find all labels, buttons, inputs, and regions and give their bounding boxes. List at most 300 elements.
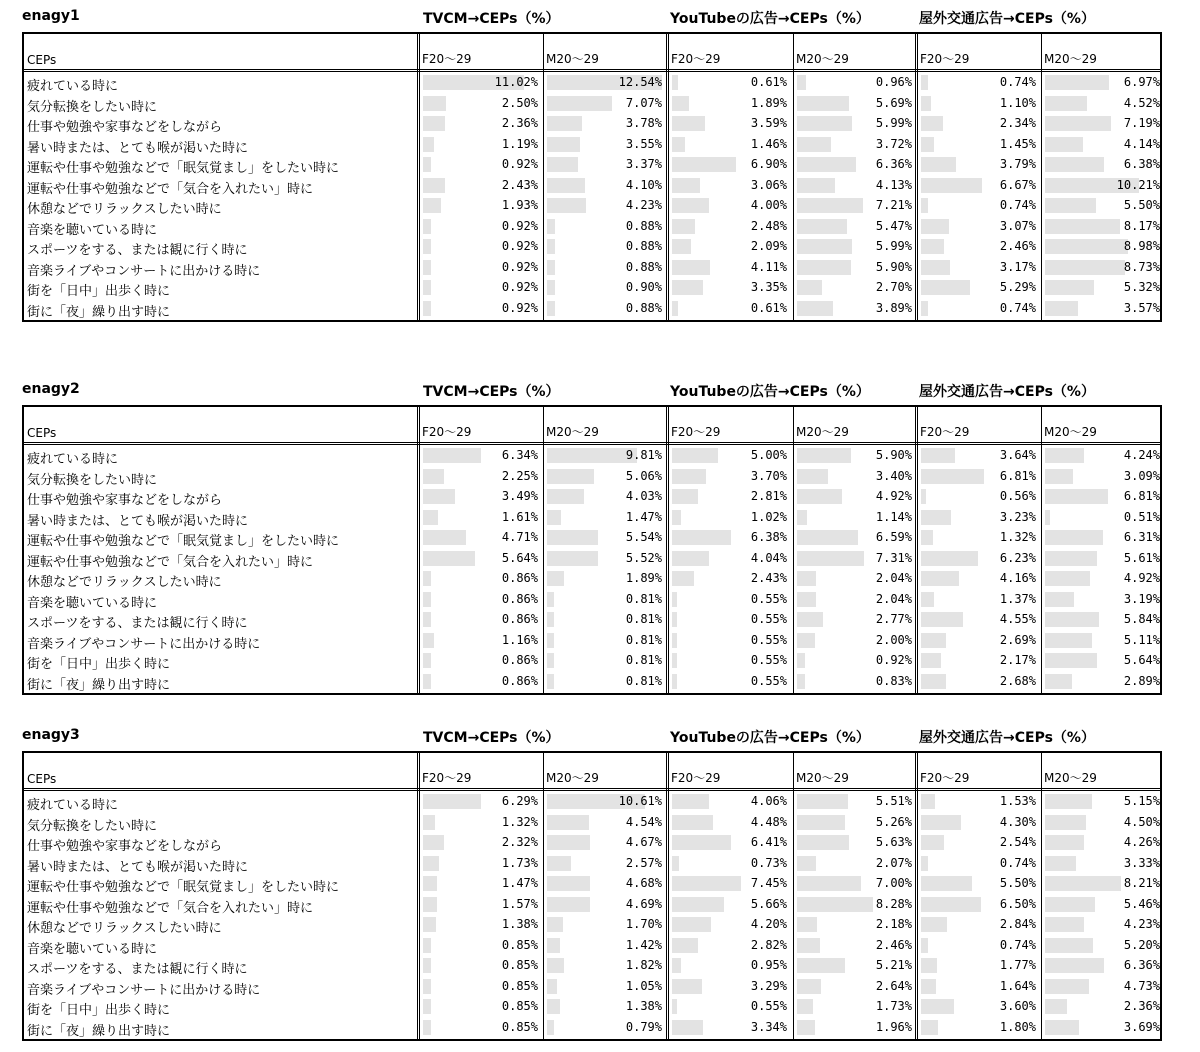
table-header <box>24 34 1160 72</box>
row-label: 疲れている時に <box>27 798 119 813</box>
cell-value: 2.04% <box>875 571 912 585</box>
table-block-enagy1 <box>22 8 1164 320</box>
cell-value: 2.68% <box>999 673 1036 688</box>
cell-value: 0.85% <box>501 937 538 952</box>
table-row <box>24 216 1160 237</box>
table-name: enagy2 <box>22 381 80 397</box>
column-divider <box>915 753 918 1039</box>
cell-value: 0.51% <box>1123 509 1160 524</box>
cell-value: 0.85% <box>501 1019 538 1034</box>
table-row <box>24 466 1160 487</box>
row-label: 疲れている時に <box>27 452 119 467</box>
column-header: F20～29 <box>671 771 721 785</box>
cell-value: 3.78% <box>625 116 662 130</box>
cell-value: 5.99% <box>875 239 912 253</box>
row-label: 暑い時または、とても喉が渇いた時に <box>27 140 249 156</box>
cell-value: 0.92% <box>875 653 912 667</box>
table-title-row <box>22 727 1164 749</box>
cell-value: 4.11% <box>750 259 787 274</box>
cell-value: 4.71% <box>501 530 538 544</box>
group-title: YouTubeの広告→CEPs（%） <box>670 11 870 27</box>
cell-value: 6.36% <box>1123 958 1160 972</box>
cell-value: 1.89% <box>750 95 787 110</box>
cell-value: 6.97% <box>1123 75 1160 89</box>
cell-value: 2.00% <box>875 632 912 647</box>
cell-value: 4.48% <box>750 814 787 829</box>
cell-value: 8.21% <box>1123 876 1160 890</box>
cell-value: 2.18% <box>875 917 912 931</box>
row-label: 音楽を聴いている時に <box>27 222 158 238</box>
cell-value: 5.21% <box>875 958 912 972</box>
row-label: 運転や仕事や勉強などで「気合を入れたい」時に <box>27 554 314 570</box>
table-row <box>24 650 1160 671</box>
cell-value: 1.05% <box>625 978 662 993</box>
cell-value: 2.84% <box>999 917 1036 931</box>
cell-value: 0.55% <box>750 591 787 606</box>
cell-value: 1.47% <box>625 509 662 524</box>
cell-value: 4.68% <box>625 876 662 890</box>
cell-value: 0.85% <box>501 958 538 972</box>
cell-value: 6.38% <box>1123 157 1160 171</box>
data-table <box>22 405 1162 695</box>
row-label: 気分転換をしたい時に <box>27 472 158 488</box>
cell-value: 6.41% <box>750 835 787 849</box>
cell-value: 3.60% <box>999 999 1036 1013</box>
cell-value: 0.74% <box>999 300 1036 315</box>
cell-value: 1.02% <box>750 509 787 524</box>
cell-value: 10.61% <box>618 794 662 808</box>
column-header: F20～29 <box>920 52 970 66</box>
column-header: F20～29 <box>920 425 970 439</box>
cell-value: 3.40% <box>875 468 912 483</box>
cell-value: 2.77% <box>875 612 912 626</box>
cell-value: 6.36% <box>875 157 912 171</box>
table-header <box>24 753 1160 791</box>
column-divider <box>793 407 794 693</box>
data-table <box>22 32 1162 322</box>
row-label: 気分転換をしたい時に <box>27 818 158 834</box>
cell-value: 2.70% <box>875 280 912 294</box>
cell-value: 1.19% <box>501 136 538 151</box>
table-row <box>24 277 1160 298</box>
cell-value: 0.85% <box>501 978 538 993</box>
table-row <box>24 548 1160 569</box>
cell-value: 3.70% <box>750 468 787 483</box>
table-block-enagy3 <box>22 727 1164 1039</box>
cell-value: 10.21% <box>1116 177 1160 192</box>
column-divider <box>1041 34 1042 320</box>
table-row <box>24 589 1160 610</box>
cell-value: 0.92% <box>501 157 538 171</box>
cell-value: 0.55% <box>750 673 787 688</box>
column-header: F20～29 <box>671 425 721 439</box>
cell-value: 4.23% <box>625 198 662 212</box>
cell-value: 5.99% <box>875 116 912 130</box>
row-label: 音楽を聴いている時に <box>27 941 158 957</box>
cell-value: 1.89% <box>625 571 662 585</box>
cell-value: 6.59% <box>875 530 912 544</box>
cell-value: 4.10% <box>625 177 662 192</box>
cell-value: 3.23% <box>999 509 1036 524</box>
row-label: スポーツをする、または観に行く時に <box>27 616 248 631</box>
cell-value: 6.31% <box>1123 530 1160 544</box>
cell-value: 4.50% <box>1123 814 1160 829</box>
cell-value: 6.90% <box>750 157 787 171</box>
cell-value: 2.89% <box>1123 673 1160 688</box>
cell-value: 0.88% <box>625 218 662 233</box>
table-row <box>24 873 1160 894</box>
column-header: F20～29 <box>422 771 472 785</box>
group-title: TVCM→CEPs（%） <box>423 11 560 27</box>
cell-value: 5.52% <box>625 550 662 565</box>
row-label: 休憩などでリラックスしたい時に <box>27 921 222 936</box>
cell-value: 11.02% <box>494 75 538 89</box>
cell-value: 0.81% <box>625 632 662 647</box>
cell-value: 0.86% <box>501 571 538 585</box>
cell-value: 0.86% <box>501 612 538 626</box>
cell-value: 0.90% <box>625 280 662 294</box>
cell-value: 7.19% <box>1123 116 1160 130</box>
table-row <box>24 486 1160 507</box>
cell-value: 1.93% <box>501 198 538 212</box>
cell-value: 0.86% <box>501 591 538 606</box>
row-label: 運転や仕事や勉強などで「眠気覚まし」をしたい時に <box>27 161 340 176</box>
cell-value: 4.16% <box>999 571 1036 585</box>
cell-value: 4.55% <box>999 612 1036 626</box>
table-name: enagy3 <box>22 727 80 743</box>
table-row <box>24 832 1160 853</box>
cell-value: 5.47% <box>875 218 912 233</box>
cell-value: 8.73% <box>1123 259 1160 274</box>
table-row <box>24 257 1160 278</box>
table-row <box>24 72 1160 93</box>
table-row <box>24 609 1160 630</box>
group-title: 屋外交通広告→CEPs（%） <box>919 11 1095 27</box>
row-label: 休憩などでリラックスしたい時に <box>27 202 222 217</box>
column-divider <box>793 34 794 320</box>
cell-value: 0.74% <box>999 198 1036 212</box>
cell-value: 0.85% <box>501 999 538 1013</box>
cell-value: 3.07% <box>999 218 1036 233</box>
cell-value: 5.66% <box>750 896 787 911</box>
table-row <box>24 527 1160 548</box>
table-row <box>24 671 1160 692</box>
table-title-row <box>22 381 1164 403</box>
cell-value: 3.89% <box>875 300 912 315</box>
cell-value: 2.04% <box>875 591 912 606</box>
cell-value: 4.13% <box>875 177 912 192</box>
cell-value: 5.84% <box>1123 612 1160 626</box>
cell-value: 3.06% <box>750 177 787 192</box>
cell-value: 6.38% <box>750 530 787 544</box>
cell-value: 12.54% <box>618 75 662 89</box>
row-label: 運転や仕事や勉強などで「眠気覚まし」をしたい時に <box>27 534 340 549</box>
cell-value: 1.46% <box>750 136 787 151</box>
cell-value: 0.96% <box>875 75 912 89</box>
cell-value: 2.07% <box>875 855 912 870</box>
row-label: 街を「日中」出歩く時に <box>27 1003 171 1018</box>
cell-value: 5.11% <box>1123 632 1160 647</box>
cell-value: 8.17% <box>1123 218 1160 233</box>
column-divider <box>417 753 420 1039</box>
table-row <box>24 445 1160 466</box>
cell-value: 3.09% <box>1123 468 1160 483</box>
cell-value: 4.24% <box>1123 448 1160 462</box>
cell-value: 7.07% <box>625 95 662 110</box>
group-title: TVCM→CEPs（%） <box>423 384 560 400</box>
cell-value: 6.81% <box>1123 489 1160 503</box>
cell-value: 0.73% <box>750 855 787 870</box>
row-label: スポーツをする、または観に行く時に <box>27 243 248 258</box>
row-label: 暑い時または、とても喉が渇いた時に <box>27 513 249 529</box>
cell-value: 1.10% <box>999 95 1036 110</box>
cell-value: 0.55% <box>750 999 787 1013</box>
table-row <box>24 568 1160 589</box>
column-header: M20～29 <box>796 52 849 66</box>
row-label: 街に「夜」繰り出す時に <box>27 677 171 693</box>
cell-value: 2.64% <box>875 978 912 993</box>
column-header: F20～29 <box>920 771 970 785</box>
cell-value: 1.14% <box>875 509 912 524</box>
table-row <box>24 976 1160 997</box>
cell-value: 0.88% <box>625 259 662 274</box>
cell-value: 7.45% <box>750 876 787 890</box>
cell-value: 1.32% <box>501 814 538 829</box>
column-header: M20～29 <box>546 771 599 785</box>
cell-value: 1.16% <box>501 632 538 647</box>
cell-value: 1.82% <box>625 958 662 972</box>
row-label: 仕事や勉強や家事などをしながら <box>27 493 223 508</box>
cell-value: 4.30% <box>999 814 1036 829</box>
group-title: 屋外交通広告→CEPs（%） <box>919 384 1095 400</box>
cell-value: 4.23% <box>1123 917 1160 931</box>
column-divider <box>666 34 669 320</box>
cell-value: 1.73% <box>875 999 912 1013</box>
cell-value: 3.33% <box>1123 855 1160 870</box>
row-label: 運転や仕事や勉強などで「気合を入れたい」時に <box>27 181 314 197</box>
table-body <box>24 445 1160 693</box>
cell-value: 4.20% <box>750 917 787 931</box>
column-divider <box>417 407 420 693</box>
table-header <box>24 407 1160 445</box>
cell-value: 5.06% <box>625 468 662 483</box>
cell-value: 4.92% <box>1123 571 1160 585</box>
cell-value: 7.21% <box>875 198 912 212</box>
cell-value: 4.67% <box>625 835 662 849</box>
cell-value: 0.83% <box>875 673 912 688</box>
cell-value: 3.64% <box>999 448 1036 462</box>
cell-value: 5.51% <box>875 794 912 808</box>
cell-value: 5.29% <box>999 280 1036 294</box>
cell-value: 5.26% <box>875 814 912 829</box>
cell-value: 3.29% <box>750 978 787 993</box>
cell-value: 0.74% <box>999 855 1036 870</box>
row-label: 街に「夜」繰り出す時に <box>27 1023 171 1039</box>
column-header: M20～29 <box>796 771 849 785</box>
cell-value: 0.79% <box>625 1019 662 1034</box>
cell-value: 2.48% <box>750 218 787 233</box>
cell-value: 3.55% <box>625 136 662 151</box>
cell-value: 4.52% <box>1123 95 1160 110</box>
cell-value: 3.79% <box>999 157 1036 171</box>
table-row <box>24 894 1160 915</box>
cell-value: 0.61% <box>750 300 787 315</box>
column-header: F20～29 <box>422 425 472 439</box>
cell-value: 0.92% <box>501 218 538 233</box>
table-row <box>24 154 1160 175</box>
row-label: 街に「夜」繰り出す時に <box>27 304 171 320</box>
table-row <box>24 175 1160 196</box>
table-row <box>24 812 1160 833</box>
cell-value: 5.50% <box>1123 198 1160 212</box>
row-label: 音楽ライブやコンサートに出かける時に <box>27 636 261 652</box>
cell-value: 0.92% <box>501 300 538 315</box>
cell-value: 0.92% <box>501 239 538 253</box>
cell-value: 4.06% <box>750 794 787 808</box>
cell-value: 2.34% <box>999 116 1036 130</box>
cell-value: 8.28% <box>875 896 912 911</box>
table-row <box>24 630 1160 651</box>
row-label: 音楽を聴いている時に <box>27 595 158 611</box>
table-row <box>24 791 1160 812</box>
cell-value: 6.34% <box>501 448 538 462</box>
cell-value: 3.35% <box>750 280 787 294</box>
cell-value: 2.32% <box>501 835 538 849</box>
table-row <box>24 935 1160 956</box>
cell-value: 1.38% <box>625 999 662 1013</box>
cell-value: 2.17% <box>999 653 1036 667</box>
column-divider <box>666 753 669 1039</box>
cell-value: 1.96% <box>875 1019 912 1034</box>
cell-value: 0.74% <box>999 75 1036 89</box>
row-label: 運転や仕事や勉強などで「眠気覚まし」をしたい時に <box>27 880 340 895</box>
column-header: M20～29 <box>1044 52 1097 66</box>
cell-value: 7.31% <box>875 550 912 565</box>
table-body <box>24 72 1160 320</box>
cell-value: 1.32% <box>999 530 1036 544</box>
cell-value: 4.92% <box>875 489 912 503</box>
cell-value: 6.67% <box>999 177 1036 192</box>
cell-value: 1.57% <box>501 896 538 911</box>
cell-value: 5.32% <box>1123 280 1160 294</box>
cell-value: 2.09% <box>750 239 787 253</box>
cell-value: 4.00% <box>750 198 787 212</box>
row-header-label: CEPs <box>27 772 57 786</box>
cell-value: 3.57% <box>1123 300 1160 315</box>
column-header: M20～29 <box>796 425 849 439</box>
table-block-enagy2 <box>22 381 1164 693</box>
cell-value: 1.80% <box>999 1019 1036 1034</box>
cell-value: 1.42% <box>625 937 662 952</box>
table-row <box>24 1017 1160 1038</box>
row-header-label: CEPs <box>27 426 57 440</box>
table-row <box>24 93 1160 114</box>
cell-value: 0.92% <box>501 259 538 274</box>
row-label: 音楽ライブやコンサートに出かける時に <box>27 263 261 279</box>
row-label: 暑い時または、とても喉が渇いた時に <box>27 859 249 875</box>
column-divider <box>543 753 544 1039</box>
table-title-row <box>22 8 1164 30</box>
cell-value: 4.54% <box>625 814 662 829</box>
cell-value: 0.95% <box>750 958 787 972</box>
cell-value: 1.38% <box>501 917 538 931</box>
cell-value: 0.81% <box>625 673 662 688</box>
cell-value: 5.00% <box>750 448 787 462</box>
cell-value: 1.53% <box>999 794 1036 808</box>
row-label: 気分転換をしたい時に <box>27 99 158 115</box>
cell-value: 0.55% <box>750 632 787 647</box>
cell-value: 4.14% <box>1123 136 1160 151</box>
cell-value: 5.50% <box>999 876 1036 890</box>
cell-value: 3.49% <box>501 489 538 503</box>
table-row <box>24 507 1160 528</box>
row-label: 音楽ライブやコンサートに出かける時に <box>27 982 261 998</box>
cell-value: 4.03% <box>625 489 662 503</box>
cell-value: 5.90% <box>875 448 912 462</box>
row-label: スポーツをする、または観に行く時に <box>27 962 248 977</box>
cell-value: 8.98% <box>1123 239 1160 253</box>
column-divider <box>1041 407 1042 693</box>
cell-value: 0.56% <box>999 489 1036 503</box>
cell-value: 3.69% <box>1123 1019 1160 1034</box>
cell-value: 2.36% <box>501 116 538 130</box>
cell-value: 2.43% <box>750 571 787 585</box>
table-row <box>24 113 1160 134</box>
cell-value: 0.86% <box>501 673 538 688</box>
column-divider <box>543 34 544 320</box>
cell-value: 6.50% <box>999 896 1036 911</box>
cell-value: 5.64% <box>1123 653 1160 667</box>
row-label: 休憩などでリラックスしたい時に <box>27 575 222 590</box>
cell-value: 0.92% <box>501 280 538 294</box>
column-header: M20～29 <box>546 425 599 439</box>
table-body <box>24 791 1160 1039</box>
cell-value: 1.77% <box>999 958 1036 972</box>
table-row <box>24 195 1160 216</box>
cell-value: 5.63% <box>875 835 912 849</box>
cell-value: 1.37% <box>999 591 1036 606</box>
table-row <box>24 236 1160 257</box>
cell-value: 0.88% <box>625 239 662 253</box>
cell-value: 6.29% <box>501 794 538 808</box>
cell-value: 5.54% <box>625 530 662 544</box>
column-divider <box>915 407 918 693</box>
row-label: 運転や仕事や勉強などで「気合を入れたい」時に <box>27 900 314 916</box>
cell-value: 4.04% <box>750 550 787 565</box>
column-divider <box>1041 753 1042 1039</box>
group-title: YouTubeの広告→CEPs（%） <box>670 730 870 746</box>
cell-value: 5.69% <box>875 95 912 110</box>
cell-value: 2.82% <box>750 937 787 952</box>
cell-value: 0.55% <box>750 612 787 626</box>
cell-value: 3.37% <box>625 157 662 171</box>
cell-value: 3.17% <box>999 259 1036 274</box>
cell-value: 3.19% <box>1123 591 1160 606</box>
cell-value: 1.45% <box>999 136 1036 151</box>
cell-value: 2.50% <box>501 95 538 110</box>
cell-value: 0.61% <box>750 75 787 89</box>
cell-value: 9.81% <box>625 448 662 462</box>
cell-value: 1.61% <box>501 509 538 524</box>
table-row <box>24 298 1160 319</box>
column-divider <box>793 753 794 1039</box>
cell-value: 6.23% <box>999 550 1036 565</box>
cell-value: 5.46% <box>1123 896 1160 911</box>
cell-value: 2.25% <box>501 468 538 483</box>
table-row <box>24 134 1160 155</box>
cell-value: 7.00% <box>875 876 912 890</box>
table-row <box>24 914 1160 935</box>
